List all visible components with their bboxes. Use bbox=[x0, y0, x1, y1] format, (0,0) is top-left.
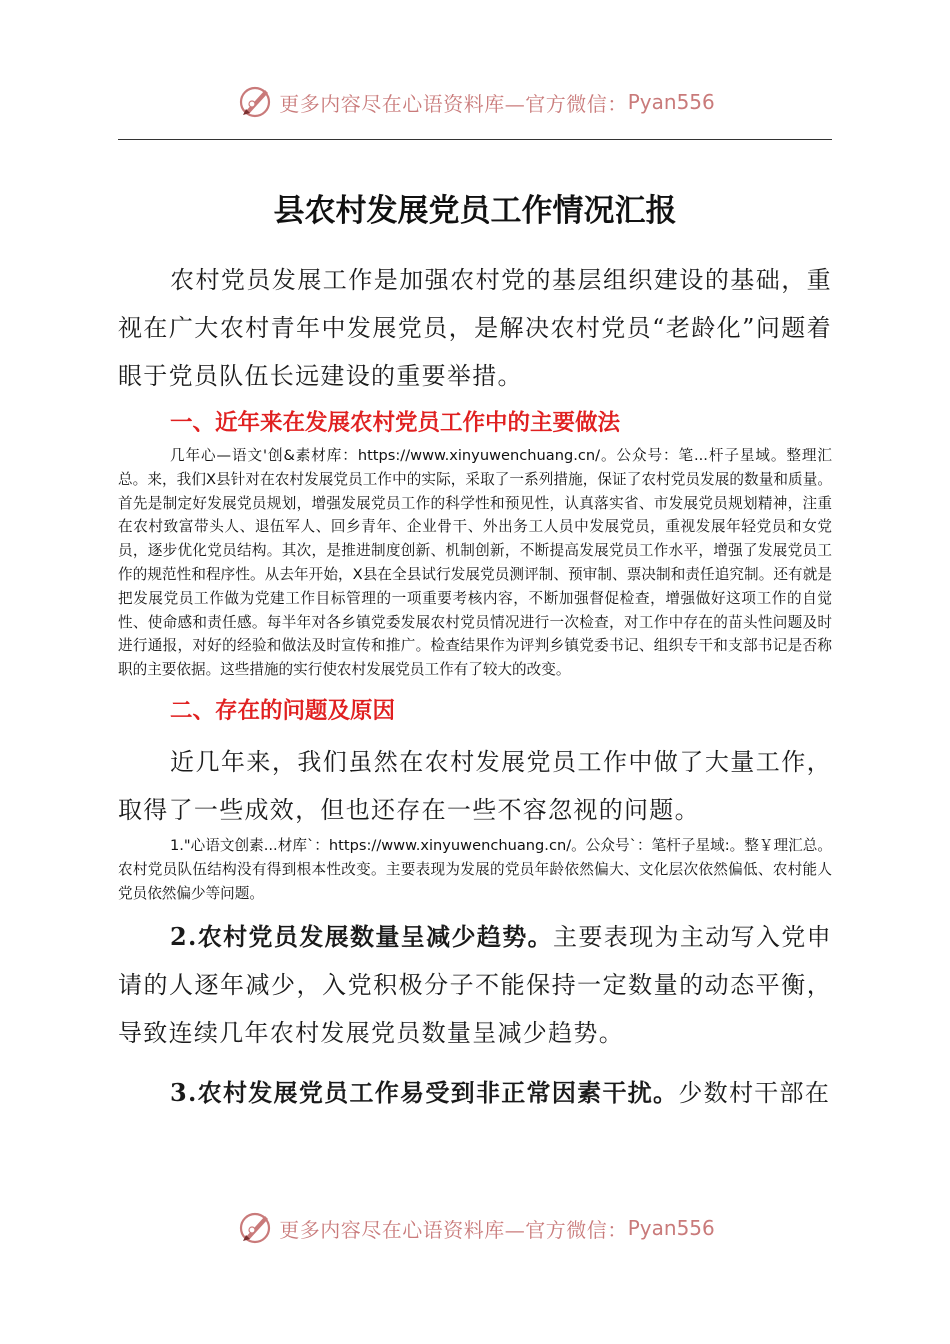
document-title: 县农村发展党员工作情况汇报 bbox=[273, 193, 677, 229]
watermark-wechat-id: Pyan556 bbox=[627, 90, 715, 114]
problem-item-1: 1."心语文创素...材库`：https://www.xinyuwenchuang.cn/。公众号`：笔杆子星域:。整￥理汇总。农村党员队伍结构没有得到根本性改变。主要表现为发展的党员年龄依然偏大、文化层次依然偏低、农村能人党员依然偏少等问题。 bbox=[118, 836, 832, 902]
watermark-wechat-id: Pyan556 bbox=[627, 1216, 715, 1240]
problem-item-3-lead: 3.农村发展党员工作易受到非正常因素干扰。 bbox=[170, 1078, 679, 1108]
problem-item-2 bbox=[118, 913, 832, 1057]
problem-item-2-body: 主要表现为主动写入党申请的人逐年减少，入党积极分子不能保持一定数量的动态平衡，导致连续几年农村发展党员数量呈减少趋势。 bbox=[118, 923, 832, 1048]
pen-logo-icon bbox=[235, 1208, 275, 1248]
document-body bbox=[118, 185, 832, 1117]
intro-paragraph: 农村党员发展工作是加强农村党的基层组织建设的基础，重视在广大农村青年中发展党员，是解决农村党员“老龄化”问题着眼于党员队伍长远建设的重要举措。 bbox=[118, 266, 832, 390]
problem-item-3-body: 少数村干部在 bbox=[678, 1079, 831, 1108]
pen-logo-icon bbox=[235, 82, 275, 122]
problem-item-3 bbox=[118, 1069, 832, 1117]
section1-heading: 一、近年来在发展农村党员工作中的主要做法 bbox=[170, 410, 621, 436]
footer-watermark bbox=[0, 1208, 950, 1248]
section2-heading: 二、存在的问题及原因 bbox=[170, 697, 396, 724]
watermark-text: 更多内容尽在心语资料库—官方微信： bbox=[279, 1217, 628, 1242]
section2-intro: 近几年来，我们虽然在农村发展党员工作中做了大量工作，取得了一些成效，但也还存在一些不容忽视的问题。 bbox=[118, 747, 832, 824]
header-watermark bbox=[0, 82, 950, 122]
section1-body: 几年心—语文'创&素材库：https://www.xinyuwenchuang.cn/。公众号：笔...杆子星域。整理汇总。来，我们X县针对在农村发展党员工作中的实际，采取了一系列措施，保证了农村党员发展的数量和质量。首先是制定好发展党员规划，增强发展党员工作的科学性和预见性，认真落实省、市发展党员规划精神，注重在农村致富带头人、退伍军人、回乡青年、企业骨干、外出务工人员中发展党员，重视发展年轻党员和女党员，逐步优化党员结构。其次，是推进制度创新、机制创新，不断提高发展党员工作水平，增强了发展党员工作的规范性和程序性。从去年开始，X县在全县试行发展党员测评制、预审制、票决制和责任追究制。还有就是把发展党员工作做为党建工作目标管理的一项重要考核内容，不断加强督促检查，增强做好这项工作的自觉性、使命感和责任感。每半年对各乡镇党委发展农村党员情况进行一次检查，对工作中存在的苗头性问题及时进行通报，对好的经验和做法及时宣传和推广。检查结果作为评判乡镇党委书记、组织专干和支部书记是否称职的主要依据。这些措施的实行使农村发展党员工作有了较大的改变。 bbox=[118, 447, 832, 679]
problem-item-2-lead: 2.农村党员发展数量呈减少趋势。 bbox=[170, 922, 553, 952]
watermark-text: 更多内容尽在心语资料库—官方微信： bbox=[279, 91, 628, 116]
header-divider bbox=[118, 139, 832, 140]
